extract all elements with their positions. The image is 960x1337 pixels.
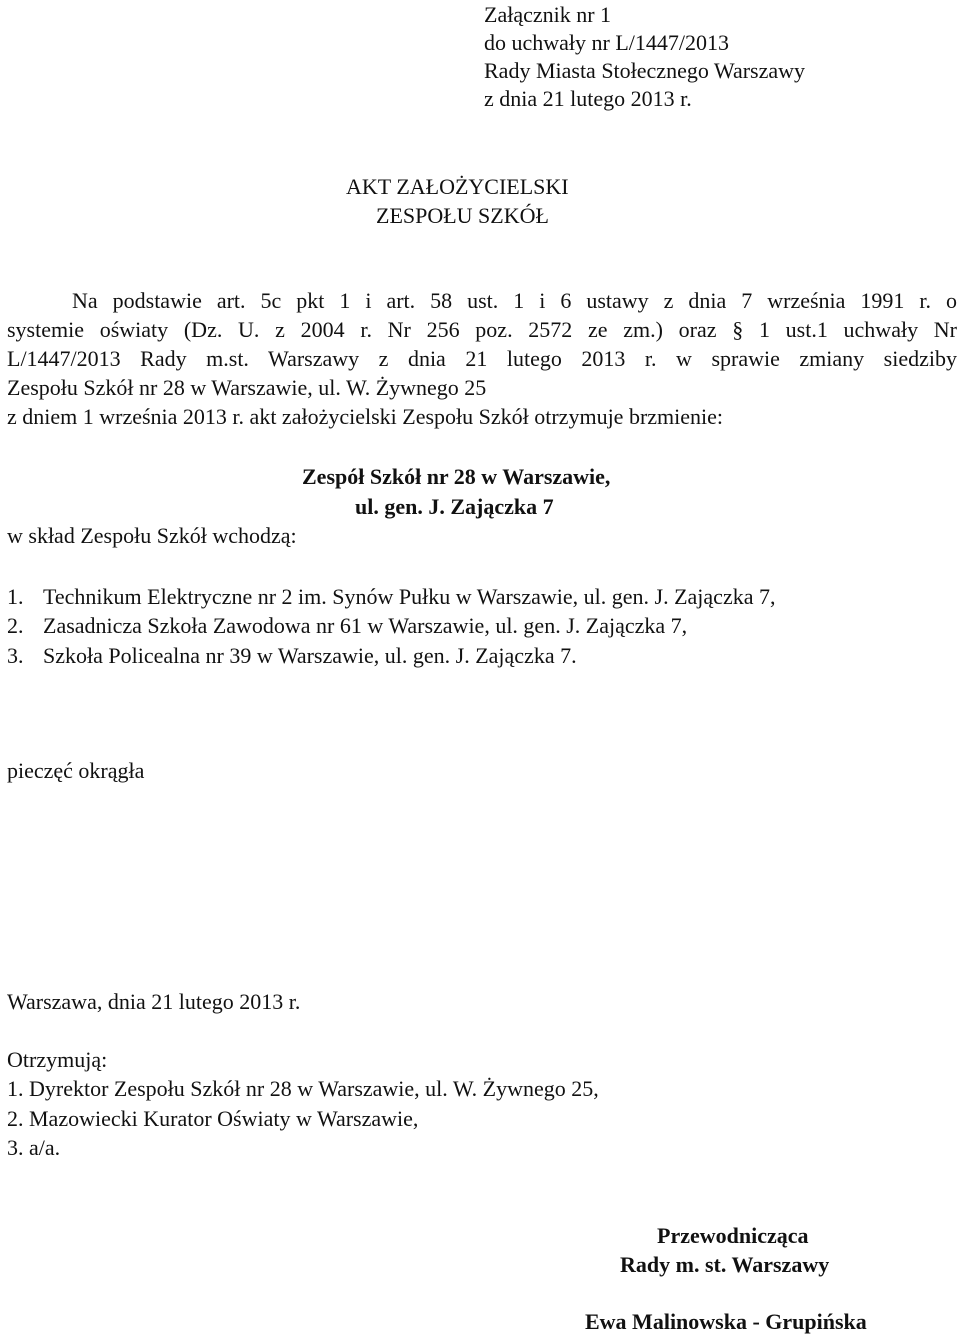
header-attachment-number: Załącznik nr 1 bbox=[484, 2, 612, 27]
recipient-item: 1. Dyrektor Zespołu Szkół nr 28 w Warszawie, ul. W. Żywnego 25, bbox=[7, 1076, 599, 1101]
body-line-2: systemie oświaty (Dz. U. z 2004 r. Nr 256 poz. 2572 ze zm.) oraz § 1 ust.1 uchwały Nr bbox=[7, 317, 957, 342]
signature-name: Ewa Malinowska - Grupińska bbox=[585, 1309, 867, 1334]
body-line-3: L/1447/2013 Rady m.st. Warszawy z dnia 21 lutego 2013 r. w sprawie zmiany siedziby bbox=[7, 346, 957, 371]
document-title: AKT ZAŁOŻYCIELSKI bbox=[346, 174, 569, 199]
document-subtitle: ZESPOŁU SZKÓŁ bbox=[376, 203, 549, 228]
composition-intro: w skład Zespołu Szkół wchodzą: bbox=[7, 523, 297, 548]
body-line-4: Zespołu Szkół nr 28 w Warszawie, ul. W. Żywnego 25 bbox=[7, 375, 487, 400]
body-line-5: z dniem 1 września 2013 r. akt założycielski Zespołu Szkół otrzymuje brzmienie: bbox=[7, 404, 724, 429]
composition-item: Zasadnicza Szkoła Zawodowa nr 61 w Warszawie, ul. gen. J. Zajączka 7, bbox=[43, 613, 688, 638]
body-line-1: Na podstawie art. 5c pkt 1 i art. 58 ust. 1 i 6 ustawy z dnia 7 września 1991 r. o bbox=[72, 288, 957, 313]
place-date: Warszawa, dnia 21 lutego 2013 r. bbox=[7, 989, 301, 1014]
school-name: Zespół Szkół nr 28 w Warszawie, bbox=[302, 464, 611, 489]
composition-item: Technikum Elektryczne nr 2 im. Synów Pułku w Warszawie, ul. gen. J. Zajączka 7, bbox=[43, 584, 776, 609]
composition-item-number: 2. bbox=[7, 613, 24, 638]
school-address: ul. gen. J. Zajączka 7 bbox=[355, 494, 554, 519]
recipients-heading: Otrzymują: bbox=[7, 1047, 108, 1072]
header-resolution-number: do uchwały nr L/1447/2013 bbox=[484, 30, 730, 55]
composition-item-number: 3. bbox=[7, 643, 24, 668]
recipient-item: 3. a/a. bbox=[7, 1135, 61, 1160]
header-council-name: Rady Miasta Stołecznego Warszawy bbox=[484, 58, 806, 83]
seal-label: pieczęć okrągła bbox=[7, 758, 145, 783]
composition-item-number: 1. bbox=[7, 584, 24, 609]
composition-item: Szkoła Policealna nr 39 w Warszawie, ul. gen. J. Zajączka 7. bbox=[43, 643, 577, 668]
recipient-item: 2. Mazowiecki Kurator Oświaty w Warszawie, bbox=[7, 1106, 419, 1131]
header-date: z dnia 21 lutego 2013 r. bbox=[484, 86, 692, 111]
signature-role: Przewodnicząca bbox=[657, 1223, 809, 1248]
signature-body: Rady m. st. Warszawy bbox=[620, 1252, 830, 1277]
